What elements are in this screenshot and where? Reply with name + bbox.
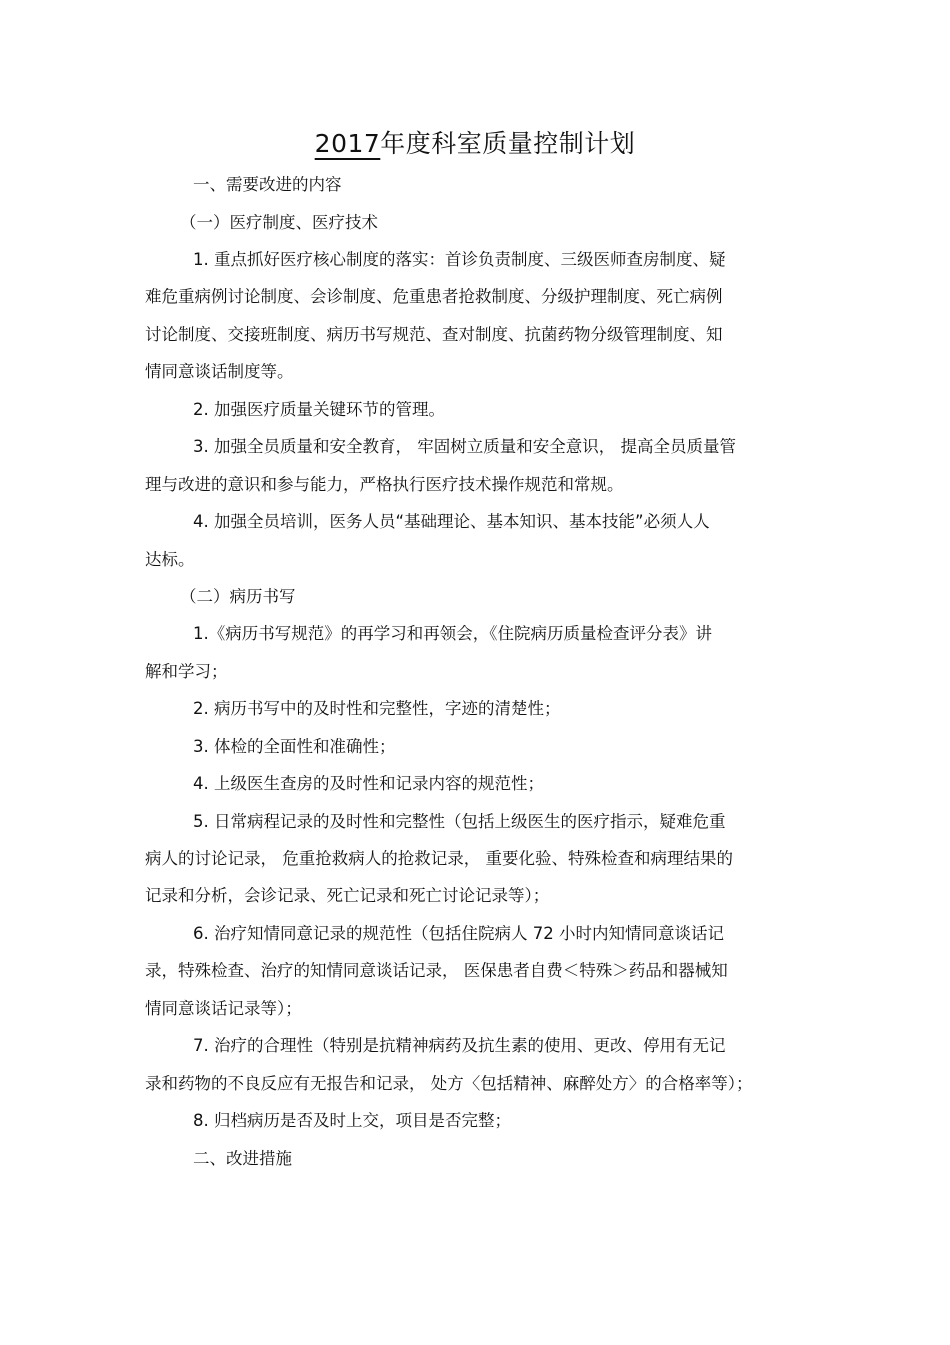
paragraph-line: 8. 归档病历是否及时上交，项目是否完整； <box>193 1111 511 1130</box>
paragraph-line: 1.《病历书写规范》的再学习和再领会，《住院病历质量检查评分表》讲 <box>193 624 712 643</box>
paragraph-line: 3. 体检的全面性和准确性； <box>193 737 396 756</box>
paragraph-line: 1. 重点抓好医疗核心制度的落实：首诊负责制度、三级医师查房制度、疑 <box>193 250 726 269</box>
paragraph-line: 6. 治疗知情同意记录的规范性（包括住院病人 72 小时内知情同意谈话记 <box>193 924 724 943</box>
paragraph-line: 录，特殊检查、治疗的知情同意谈话记录， 医保患者自费＜特殊＞药品和器械知 <box>145 961 728 980</box>
subsection-heading: （二）病历书写 <box>180 587 296 606</box>
paragraph-line: 情同意谈话记录等）； <box>145 999 302 1018</box>
subsection-heading: （一）医疗制度、医疗技术 <box>180 213 378 232</box>
paragraph-line: 情同意谈话制度等。 <box>145 362 294 381</box>
paragraph-line: 5. 日常病程记录的及时性和完整性（包括上级医生的医疗指示，疑难危重 <box>193 812 726 831</box>
paragraph-line: 解和学习； <box>145 662 228 681</box>
paragraph-line: 理与改进的意识和参与能力，严格执行医疗技术操作规范和常规。 <box>145 475 624 494</box>
paragraph-line: 2. 加强医疗质量关键环节的管理。 <box>193 400 445 419</box>
paragraph-line: 记录和分析，会诊记录、死亡记录和死亡讨论记录等）； <box>145 886 550 905</box>
paragraph-line: 录和药物的不良反应有无报告和记录， 处方〈包括精神、麻醉处方〉的合格率等）； <box>145 1074 753 1093</box>
section-heading: 一、需要改进的内容 <box>193 175 342 194</box>
page-title <box>0 124 950 160</box>
paragraph-line: 达标。 <box>145 550 195 569</box>
paragraph-line: 病人的讨论记录， 危重抢救病人的抢救记录， 重要化验、特殊检查和病理结果的 <box>145 849 733 868</box>
paragraph-line: 7. 治疗的合理性（特别是抗精神病药及抗生素的使用、更改、停用有无记 <box>193 1036 726 1055</box>
paragraph-line: 难危重病例讨论制度、会诊制度、危重患者抢救制度、分级护理制度、死亡病例 <box>145 287 723 306</box>
title-year: 2017 <box>314 129 381 158</box>
paragraph-line: 3. 加强全员质量和安全教育， 牢固树立质量和安全意识， 提高全员质量管 <box>193 437 736 456</box>
paragraph-line: 4. 加强全员培训，医务人员“基础理论、基本知识、基本技能”必须人人 <box>193 512 710 531</box>
section-heading: 二、改进措施 <box>193 1149 292 1168</box>
paragraph-line: 2. 病历书写中的及时性和完整性，字迹的清楚性； <box>193 699 561 718</box>
title-text: 年度科室质量控制计划 <box>380 129 636 158</box>
paragraph-line: 讨论制度、交接班制度、病历书写规范、查对制度、抗菌药物分级管理制度、知 <box>145 325 723 344</box>
paragraph-line: 4. 上级医生查房的及时性和记录内容的规范性； <box>193 774 544 793</box>
